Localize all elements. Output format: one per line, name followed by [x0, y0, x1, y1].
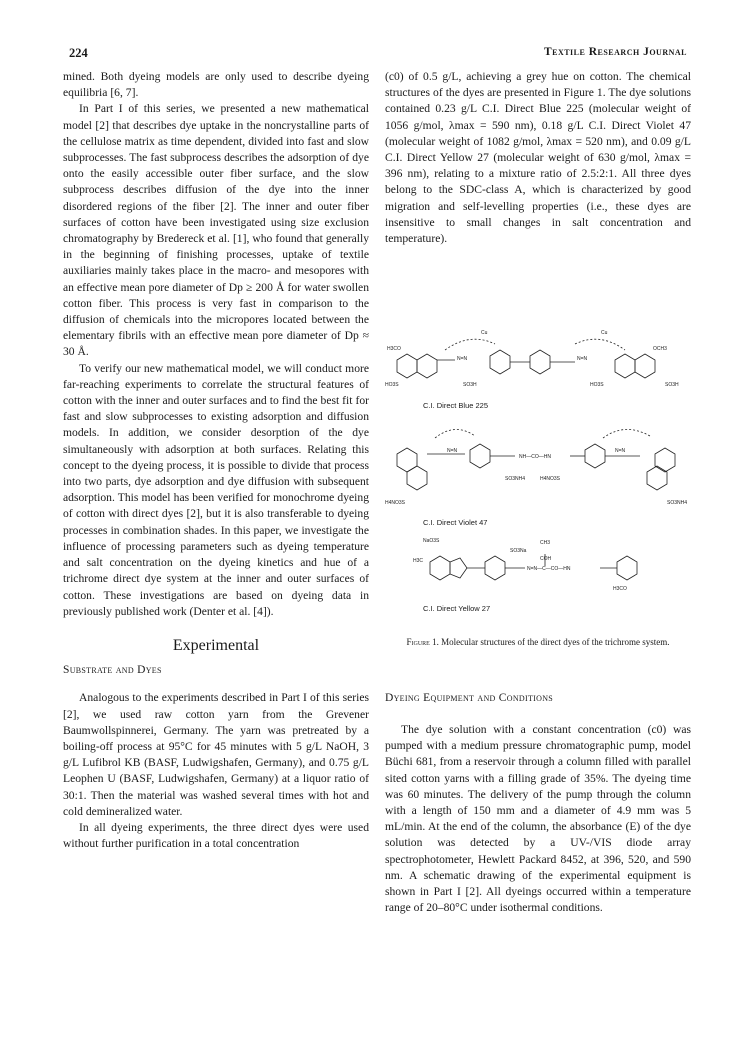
paragraph: In Part I of this series, we presented a new mathematical model [2] that describes dye uptake in the noncrystalline parts of the cellulose matrix as time dependent, divided into fast and slow subprocesses. The fast subprocess describes the adsorption of dye onto the easily accessible outer fiber surface, and the slow subprocess describes diffusion of the dye into the inner disordered regions of the fiber [2]. The inner and outer fiber surfaces of cotton have been investigated using size exclusion chromatography by Bredereck et al. [1], who found that generally in the beginning of finishing processes, uptake of textile auxiliaries mainly takes place in the macro- and mesopores with an effective mean pore diameter of Dp ≥ 200 Å for water swollen cotton fiber. This process is very fast in comparison to the diffusion of chemicals into the micropores located between the elementary fibrils with an effective mean pore diameter of Dp ≈ 30 Å. [63, 102, 369, 359]
left-column [63, 69, 369, 852]
label-cu: Cu [481, 330, 488, 336]
caption-label: Figure 1. [406, 637, 439, 647]
paragraph: The dye solution with a constant concentration (c0) was pumped with a medium pressure chromatographic pump, model Büchi 681, from a reservoir through a column filled with parallel sited cotton yarns with a filling grade of 35%. The dyeing time was 60 minutes. The delivery of the pump through the column with a length of 150 mm and a diameter of 4.9 mm was 5 mL/min. At the end of the column, the absorbance (E) of the dye solution was detected by a UV-/VIS diode array spectrophotometer, Hewlett Packard 8452, at 396, 520, and 590 nm. A schematic drawing of the experimental equipment is shown in Part I [2]. All dyeings occurred within a temperature range of 20–80°C under isothermal conditions. [385, 723, 691, 915]
chemical-structures [385, 322, 691, 622]
label-ch3: CH3 [540, 540, 551, 546]
label-h3c: H3C [413, 558, 424, 564]
dye-name: C.I. Direct Violet 47 [423, 518, 488, 527]
label-so3nh4: SO3NH4 [505, 476, 526, 482]
paragraph: (c0) of 0.5 g/L, achieving a grey hue on cotton. The chemical structures of the dyes are presented in Figure 1. The dye solutions contained 0.23 g/L C.I. Direct Blue 225 (molecular weight of 1056 g/mol, λmax = 590 nm), 0.18 g/L C.I. Direct Violet 47 (molecular weight of 1082 g/mol, λmax = 520 nm), and 0.09 g/L C.I. Direct Yellow 27 (molecular weight of 630 g/mol, λmax = 396 nm), relating to a mixture ratio of 2.5:2:1. All three dyes belong to the SDC-class A, which is characterized by good migration and self-levelling properties (i.e., these dyes are insensitive to small changes in salt concentration and temperature). [385, 70, 691, 246]
label-nh-co-hn: NH—CO—HN [519, 454, 551, 460]
page-number: 224 [69, 46, 88, 60]
label-h3co: H3CO [387, 346, 401, 352]
label-azo-amide: N=N—C—CO—HN [527, 566, 571, 572]
dye-name: C.I. Direct Blue 225 [423, 401, 489, 410]
label-och3: OCH3 [653, 346, 667, 352]
label-n-n: N=N [447, 448, 458, 454]
journal-title: Textile Research Journal [543, 46, 687, 58]
label-n-n: N=N [457, 356, 468, 362]
figure-caption [385, 636, 691, 648]
figure-1 [385, 322, 691, 622]
label-coh: COH [540, 556, 552, 562]
dye-name: C.I. Direct Yellow 27 [423, 604, 491, 613]
label-h4no3s: H4NO3S [540, 476, 561, 482]
label-so3nh4: SO3NH4 [667, 500, 688, 506]
label-n-n: N=N [615, 448, 626, 454]
label-so3h: SO3H [665, 382, 679, 388]
paragraph: In all dyeing experiments, the three direct dyes were used without further purification in a total concentration [63, 820, 369, 851]
label-cu: Cu [601, 330, 608, 336]
label-h4no3s: H4NO3S [385, 500, 406, 506]
right-column [385, 69, 691, 247]
section-title: Experimental [172, 636, 260, 654]
paragraph: mined. Both dyeing models are only used to describe dyeing equilibria [6, 7]. [63, 70, 369, 100]
paragraph: Analogous to the experiments described in Part I of this series [2], we used raw cotton yarn from the Grevener Baumwollspinnerei, Germany. The yarn was pretreated by a boiling-off process at 95°C for 45 minutes with 5 g/L NaOH, 3 g/L Lufibrol KB (BASF, Ludwigshafen, Germany), and 0.75 g/L Leophen U (BASF, Ludwigshafen, Germany) at a liquor ratio of 30:1. Then the material was washed several times with hot and cold demineralized water. [63, 691, 369, 818]
label-so3h: SO3H [463, 382, 477, 388]
subsection-heading: Substrate and Dyes [63, 664, 162, 677]
subsection-heading: Dyeing Equipment and Conditions [385, 692, 554, 704]
caption-text: Molecular structures of the direct dyes of the trichrome system. [441, 637, 670, 647]
label-n-n: N=N [577, 356, 588, 362]
paragraph: To verify our new mathematical model, we will conduct more far-reaching experiments to correlate the structural features of cotton with the inner and outer surfaces and to find the best fit for fast and slow subprocesses to existing adsorption and diffusion models. In addition, we consider desorption of the dye simultaneously with adsorption at both surfaces. Relating this concept to the dyeing process, it is possible to divide that process into two parts, dye adsorption and dye diffusion with subsequent adsorption. This model has been verified for monochrome dyeing of cotton with direct dyes [2], but it is also transferable to dyeing processes in combination shades. In this paper, we investigate the influence of processing parameters such as dyeing temperature and salt concentration on the dyeing kinetics and hue of a trichrome direct dye system at the inner and outer surfaces of cotton. These investigations are based on dyeing data in previously published work (Denter et al. [4]). [63, 361, 369, 618]
right-column-bottom [385, 722, 691, 916]
label-ho3s: HO3S [385, 382, 399, 388]
label-h3co: H3CO [613, 586, 627, 592]
label-naso3: NaO3S [423, 538, 440, 544]
label-ho3s: HO3S [590, 382, 604, 388]
label-so3na: SO3Na [510, 548, 527, 554]
